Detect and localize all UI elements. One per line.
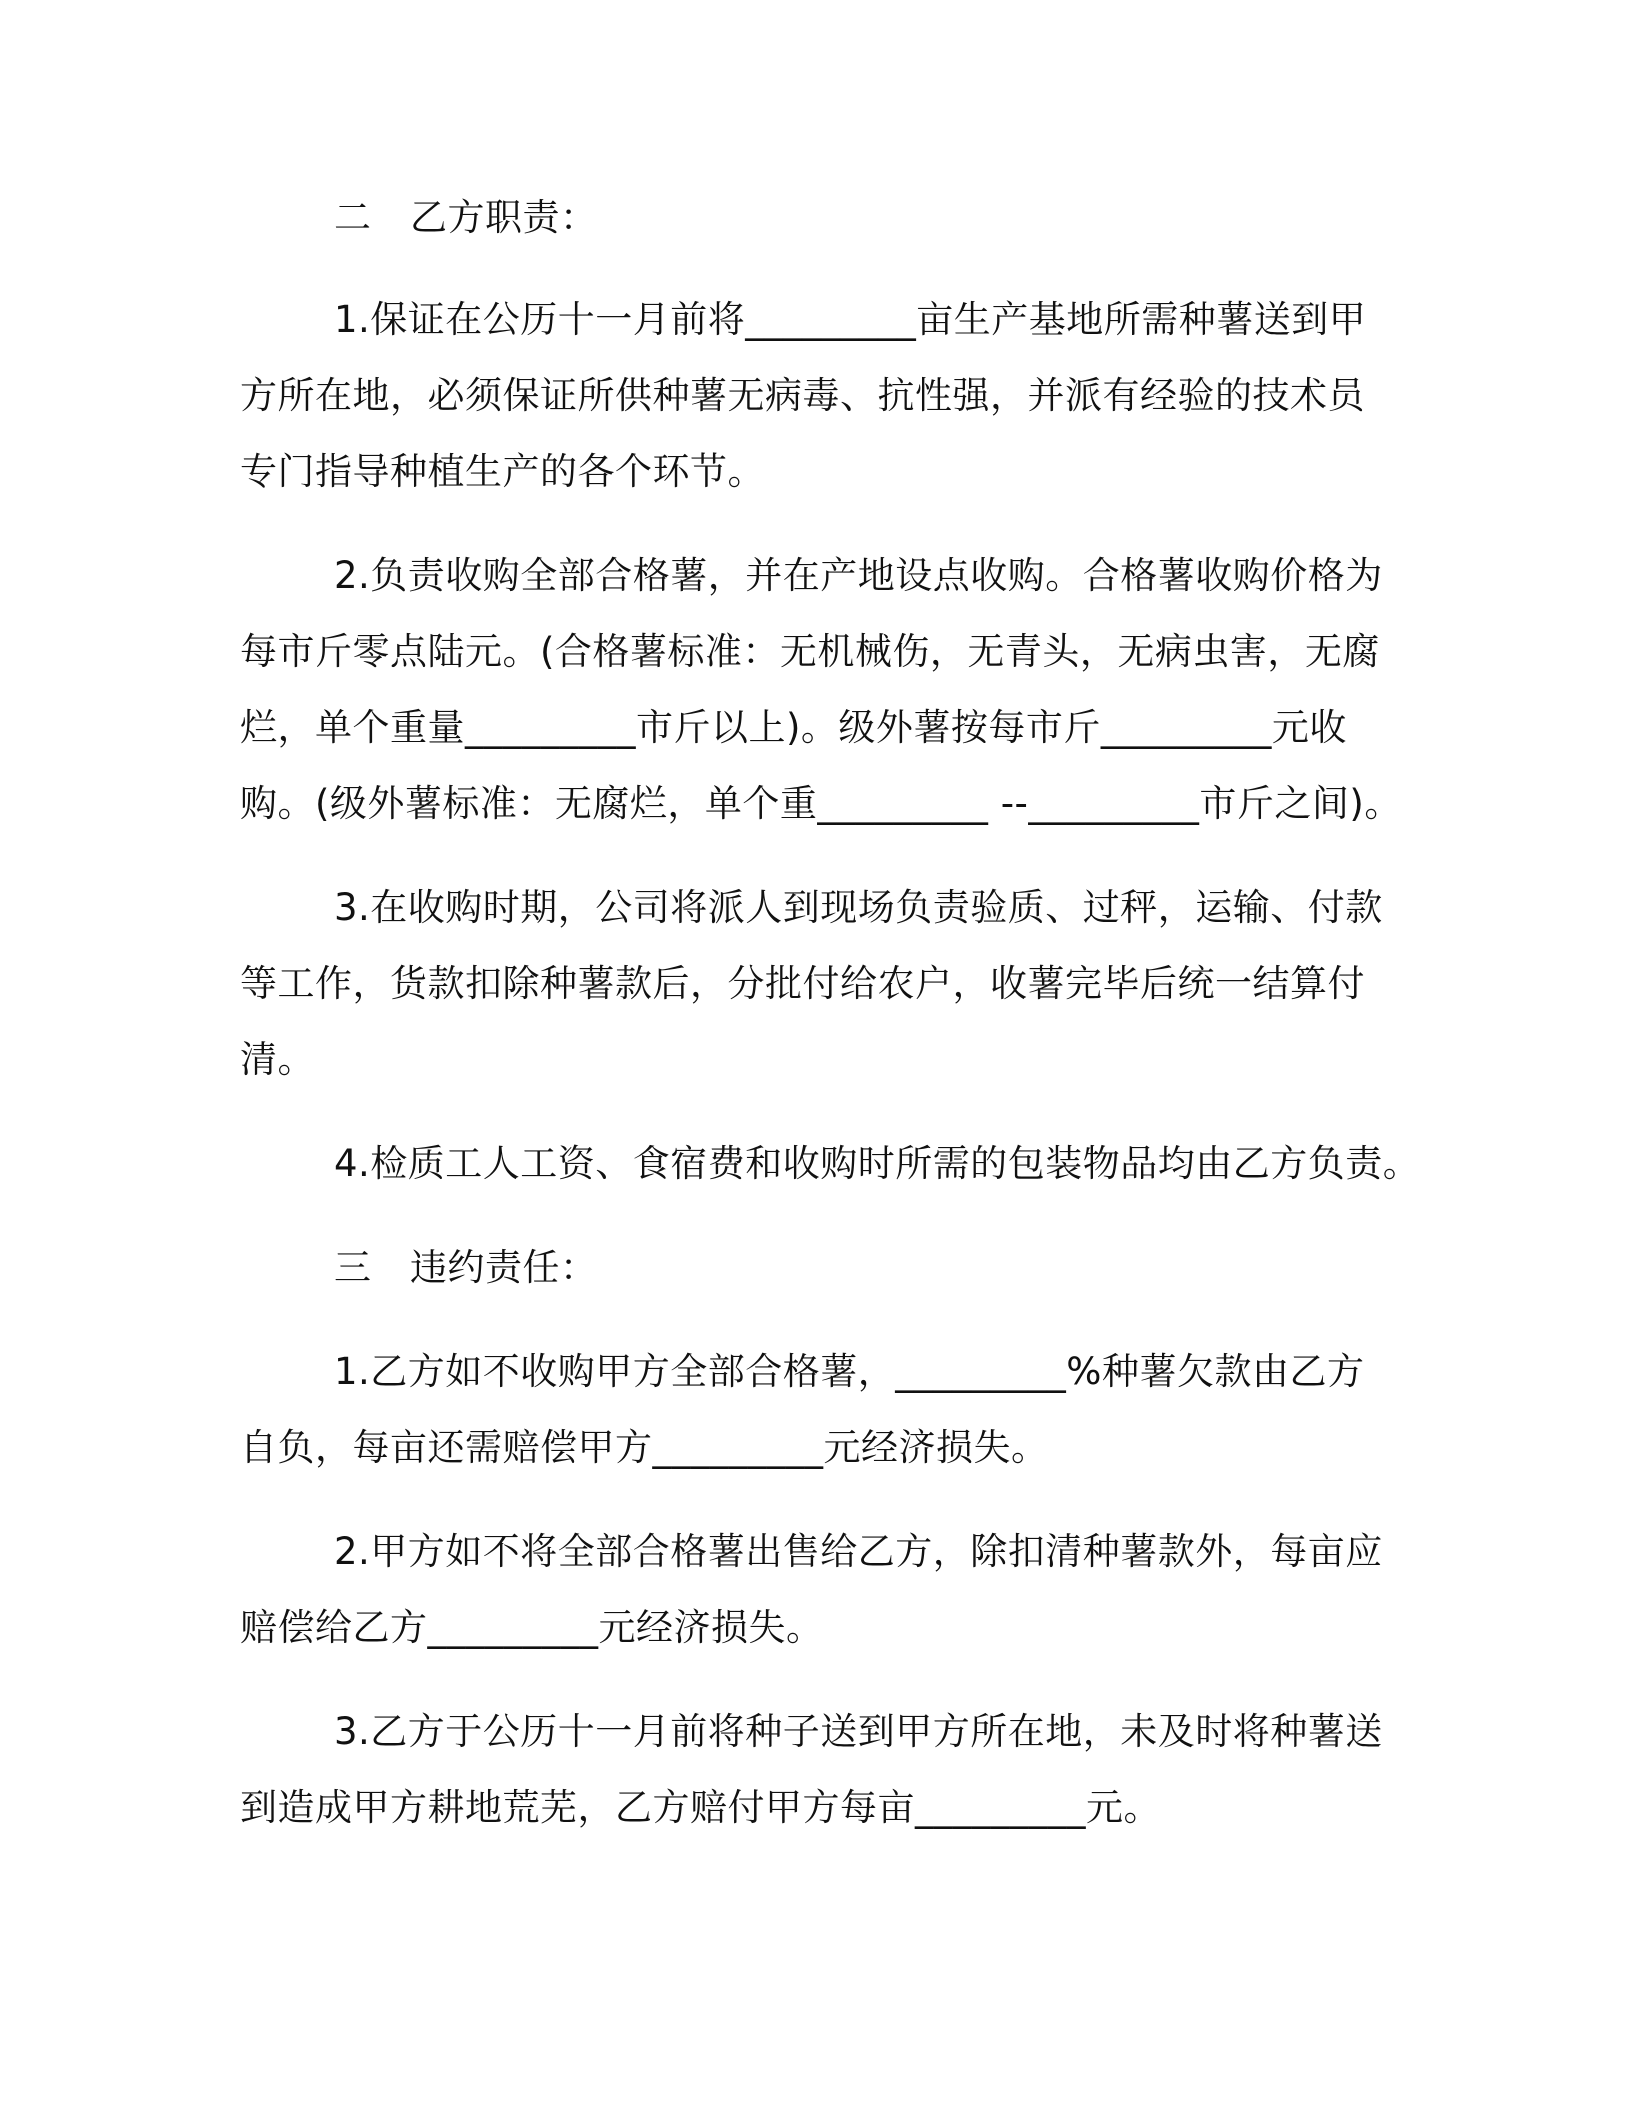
clause-3-3-line-1: 3.乙方于公历十一月前将种子送到甲方所在地，未及时将种薯送 — [334, 1710, 1383, 1753]
clause-3-2-line-1: 2.甲方如不将全部合格薯出售给乙方，除扣清种薯款外，每亩应 — [334, 1530, 1383, 1573]
clause-2-2-line-3: 烂，单个重量_________市斤以上)。级外薯按每市斤_________元收 — [240, 706, 1347, 749]
clause-2-1-line-2: 方所在地，必须保证所供种薯无病毒、抗性强，并派有经验的技术员 — [240, 374, 1365, 417]
section-number: 二 — [334, 196, 372, 239]
clause-2-2-line-1: 2.负责收购全部合格薯，并在产地设点收购。合格薯收购价格为 — [334, 554, 1383, 597]
clause-2-4-line-1: 4.检质工人工资、食宿费和收购时所需的包装物品均由乙方负责。 — [334, 1142, 1421, 1185]
clause-2-3-line-3: 清。 — [240, 1038, 315, 1081]
clause-3-2-line-2: 赔偿给乙方_________元经济损失。 — [240, 1606, 824, 1649]
clause-2-1-line-1: 1.保证在公历十一月前将_________亩生产基地所需种薯送到甲 — [334, 298, 1367, 341]
clause-3-1-line-2: 自负，每亩还需赔偿甲方_________元经济损失。 — [240, 1426, 1049, 1469]
section-title: 乙方职责： — [410, 196, 598, 239]
clause-2-2-line-2: 每市斤零点陆元。(合格薯标准：无机械伤，无青头，无病虫害，无腐 — [240, 630, 1380, 673]
clause-2-1-line-3: 专门指导种植生产的各个环节。 — [240, 450, 765, 493]
section-title: 违约责任： — [410, 1246, 598, 1289]
clause-2-2-line-4: 购。(级外薯标准：无腐烂，单个重_________ --_________市斤之间)。 — [240, 782, 1402, 825]
clause-2-3-line-2: 等工作，货款扣除种薯款后，分批付给农户，收薯完毕后统一结算付 — [240, 962, 1365, 1005]
section-heading-responsibilities — [334, 196, 598, 240]
clause-3-1-line-1: 1.乙方如不收购甲方全部合格薯，_________%种薯欠款由乙方 — [334, 1350, 1365, 1393]
section-number: 三 — [334, 1246, 372, 1289]
clause-3-3-line-2: 到造成甲方耕地荒芜，乙方赔付甲方每亩_________元。 — [240, 1786, 1161, 1829]
section-heading-liability — [334, 1246, 598, 1290]
clause-2-3-line-1: 3.在收购时期，公司将派人到现场负责验质、过秤，运输、付款 — [334, 886, 1383, 929]
